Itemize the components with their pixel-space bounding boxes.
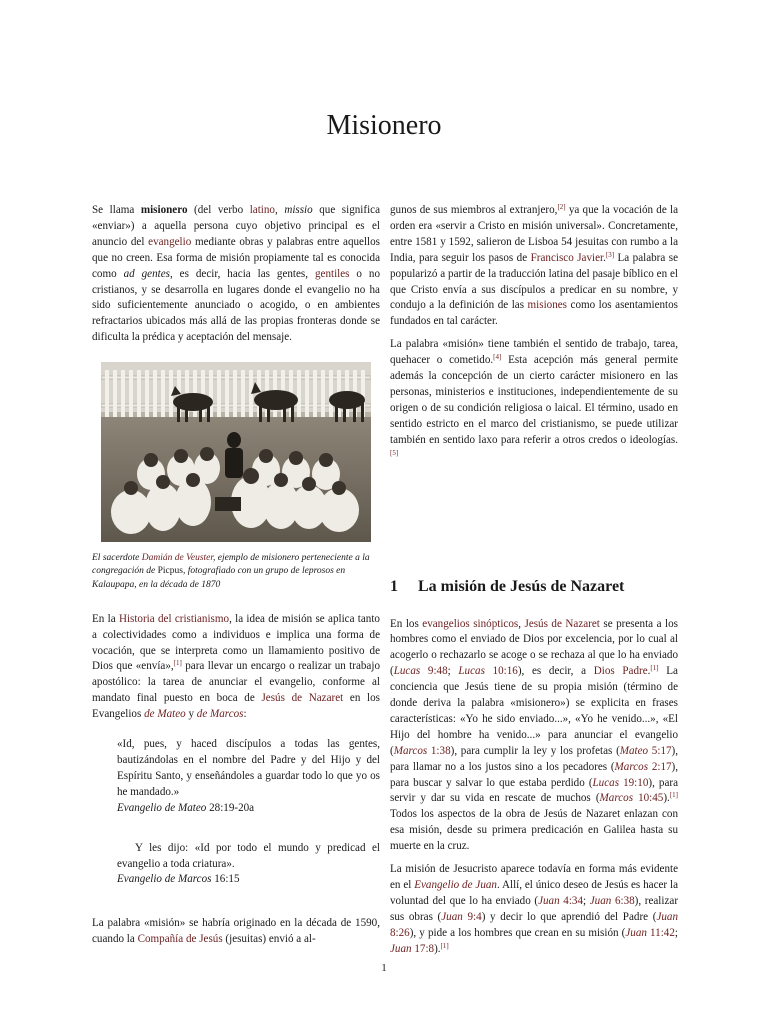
ref-juan-6-38[interactable]: Juan 6:38: [589, 894, 635, 907]
quote-mateo: «Id, pues, y haced discípulos a todas las gentes, bautizándolas en el nombre del Padre y del Hijo y del Espíritu Santo, y enseñándoles a guardar todo lo que yo os he mandado.» Evangelio de Mateo 28:19-20a: [117, 738, 380, 814]
link-dios-padre[interactable]: Dios Padre: [593, 665, 648, 678]
ref-lucas-9-48[interactable]: Lucas 9:48: [393, 665, 448, 678]
ref-1c[interactable]: [1]: [669, 791, 678, 800]
link-compania-jesus[interactable]: Compañía de Jesús: [137, 933, 223, 946]
ref-juan-8-26[interactable]: Juan 8:26: [390, 910, 679, 939]
ref-3[interactable]: [3]: [605, 250, 615, 259]
synoptic-paragraph: En los evangelios sinópticos, Jesús de Nazaret se presenta a los hombres como el enviado de Dios por excelencia, por lo cual al acogerlo o rechazarlo se acoge o se rechaza al que lo ha enviado (Lucas 9:48; Lucas 10:16), es decir, a Dios Padre.[1] La conciencia que Jesús tiene de su propia misión (término de donde deriva la palabra «misionero») se explicita en frases características: «Yo he sido enviado...», «Yo he venido...», «El Hijo del hombre ha venido...» para anunciar el evangelio (Marcos 1:38), para cumplir la ley y los profetas (Mateo 5:17), para llamar no a los justos sino a los pecadores (Marcos 2:17), para buscar y salvar lo que estaba perdido (Lucas 19:10), para servir y dar su vida en rescate de muchos (Marcos 10:45).[1] Todos los aspectos de la obra de Jesús de Nazaret enlazan con esa misión, desde su primera predicación en Galilea hasta su muerte en la cruz.: [390, 617, 679, 853]
ref-1[interactable]: [1]: [173, 659, 182, 668]
ref-marcos-1-38[interactable]: Marcos 1:38: [393, 744, 451, 757]
link-misiones[interactable]: misiones: [527, 299, 567, 312]
ref-marcos-10-45[interactable]: Marcos 10:45: [599, 792, 664, 805]
ref-4[interactable]: [4]: [493, 353, 502, 362]
link-evangelios-sinopticos[interactable]: evangelios sinópticos: [422, 617, 519, 630]
john-paragraph: La misión de Jesucristo aparece todavía en forma más evidente en el Evangelio de Juan. Allí, el único deseo de Jesús es hacer la voluntad del que lo ha enviado (Juan 4:34; Juan 6:38), realizar sus obras (Juan 9:4) y decir lo que aprendió del Padre (Juan 8:26), y pide a los hombres que crean en su misión (Juan 11:42; Juan 17:8).[1]: [390, 863, 679, 955]
intro-paragraph: Se llama misionero (del verbo latino, missio que significa «enviar») a aquella persona cuyo objetivo principal es el anuncio del evangelio mediante obras y palabras entre aquellos que no creen. Esa forma de misión propiamente tal es conocida como ad gentes, es decir, hacia las gentes, gentiles o no cristianos, y se desarrolla en lugares donde el evangelio no ha sido suficientemente anunciado o acogido, o en ambientes refractarios ubicados más allá de las propias fronteras donde se dificulta la prédica y aceptación del mensaje.: [92, 204, 381, 344]
ref-mateo-5-17[interactable]: Mateo 5:17: [619, 744, 672, 757]
ref-1b[interactable]: [1]: [650, 664, 659, 673]
link-marcos[interactable]: de Marcos: [196, 708, 244, 721]
right-column: [390, 203, 678, 965]
section-number: 1: [390, 577, 398, 595]
link-latino[interactable]: latino: [249, 204, 275, 216]
link-jesus-nazaret[interactable]: Jesús de Nazaret: [261, 692, 344, 705]
link-historia-cristianismo[interactable]: Historia del cristianismo: [118, 612, 230, 625]
origin-paragraph: La palabra «misión» se habría originado en la década de 1590, cuando la Compañía de Jesús (jesuitas) envió a al-: [92, 917, 380, 946]
quote-marcos: Y les dijo: «Id por todo el mundo y predicad el evangelio a toda criatura». Evangelio de Marcos 16:15: [117, 841, 380, 886]
link-mateo[interactable]: de Mateo: [144, 708, 186, 721]
ref-2[interactable]: [2]: [557, 203, 566, 211]
jesuits-paragraph: gunos de sus miembros al extranjero,[2] ya que la vocación de la orden era «servir a Cristo en misión universal». Concretamente, entre 1581 y 1592, salieron de Lisboa 54 jesuitas con rumbo a la India, para seguir los pasos de Francisco Javier.[3] La palabra se popularizó a partir de la traducción latina del pasaje bíblico en el que Cristo envía a sus discípulos a predicar en su nombre, y condujo a la definición de las misiones como los asentamientos fundados en tal carácter.: [390, 203, 679, 328]
link-francisco-javier[interactable]: Francisco Javier: [530, 251, 604, 264]
page-title: Misionero: [326, 110, 442, 141]
ref-juan-11-42[interactable]: Juan 11:42: [625, 926, 675, 939]
ref-juan-9-4[interactable]: Juan 9:4: [441, 910, 482, 923]
link-gentiles[interactable]: gentiles: [314, 267, 350, 280]
ref-1d[interactable]: [1]: [440, 941, 449, 950]
figure-caption: El sacerdote Damián de Veuster, ejemplo de misionero perteneciente a la congregación de Picpus, fotografiado con un grupo de leprosos en Kalaupapa, en la década de 1870: [92, 553, 370, 590]
ref-marcos-2-17[interactable]: Marcos 2:17: [614, 760, 672, 773]
ref-lucas-19-10[interactable]: Lucas 19:10: [592, 776, 649, 789]
photo-image: [101, 362, 371, 542]
link-evangelio-juan[interactable]: Evangelio de Juan: [414, 879, 497, 891]
section-title: La misión de Jesús de Nazaret: [418, 577, 625, 595]
link-evangelio[interactable]: evangelio: [148, 235, 192, 248]
section-heading: [390, 577, 678, 597]
ref-juan-4-34[interactable]: Juan 4:34: [538, 894, 584, 907]
term-bold: misionero: [140, 204, 188, 216]
link-jesus-nazaret-2[interactable]: Jesús de Nazaret: [524, 617, 600, 630]
ref-lucas-10-16[interactable]: Lucas 10:16: [458, 665, 518, 678]
page-number: 1: [381, 962, 387, 974]
photo-damian-lepers[interactable]: [101, 362, 371, 542]
ref-juan-17-8[interactable]: Juan 17:8: [390, 942, 435, 955]
link-damian[interactable]: Damián de Veuster: [141, 553, 214, 564]
history-paragraph: En la Historia del cristianismo, la idea de misión se aplica tanto a colectividades como a individuos e implica una forma de vocación, que se interpreta como un llamamiento positivo de Dios que «envía»,[1] para llevar un encargo o realizar un trabajo apostólico: la tarea de anunciar el evangelio, conforme al mandato final puesto en boca de Jesús de Nazaret en los Evangelios de Mateo y de Marcos:: [92, 612, 380, 721]
left-column: [92, 203, 380, 955]
ref-5[interactable]: [5]: [390, 448, 399, 457]
meaning-paragraph: La palabra «misión» tiene también el sentido de trabajo, tarea, quehacer o cometido.[4] Esta acepción más general permite además la concepción de un cierto carácter misionero en las personas, ministerios e instituciones, independientemente de su origen o de su condición religiosa o laical. El término, usado en sentido estricto en el marco del cristianismo, se puede utilizar también en sentido laxo para referir a otros credos o ideologías.[5]: [390, 338, 678, 457]
